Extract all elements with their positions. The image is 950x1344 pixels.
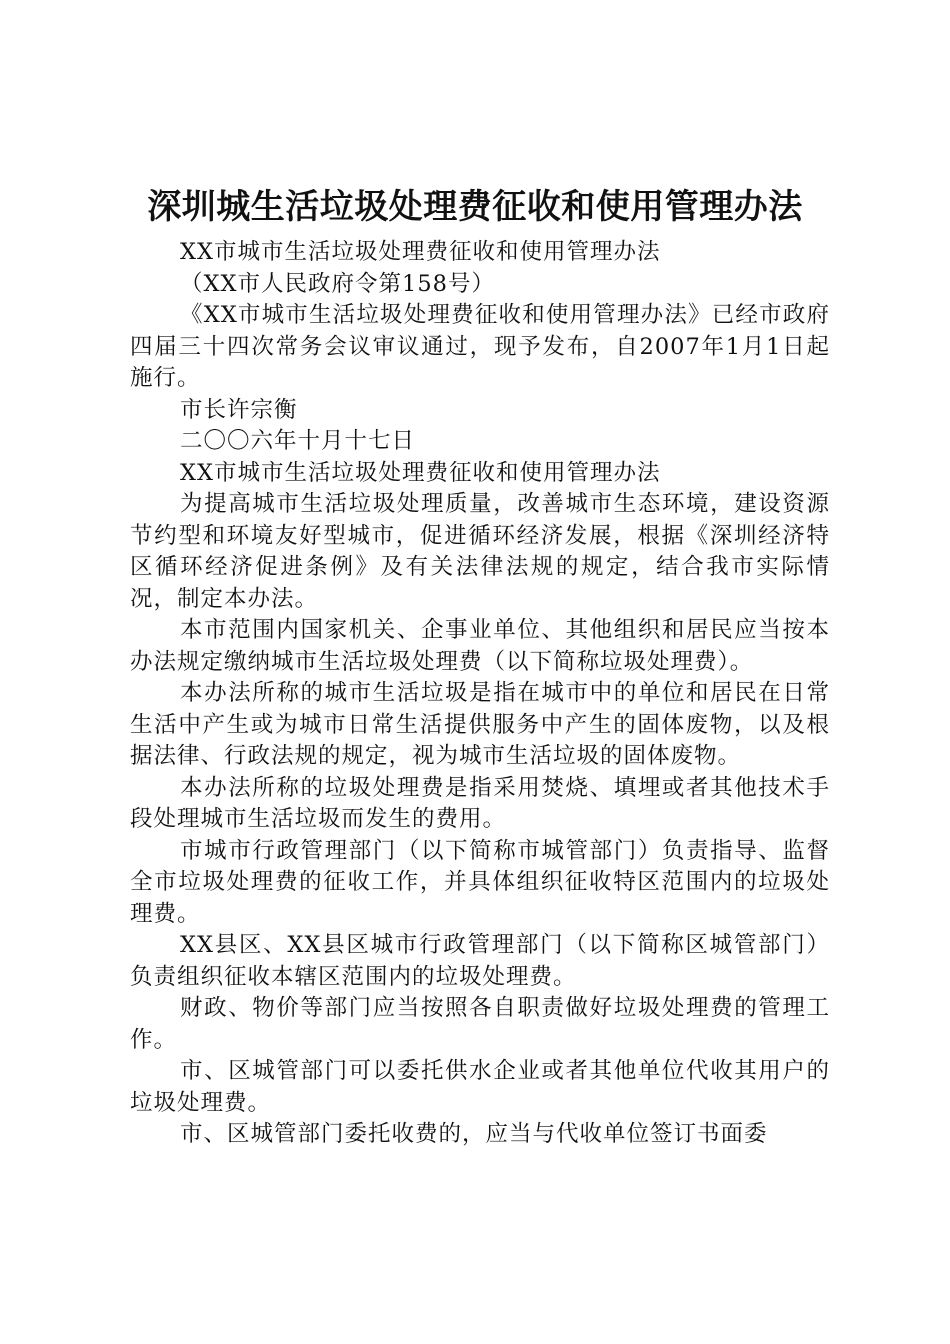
body-paragraph: 市城市行政管理部门（以下简称市城管部门）负责指导、监督全市垃圾处理费的征收工作，并具体组织征收特区范围内的垃圾处理费。 — [130, 837, 830, 927]
body-paragraph: 本办法所称的垃圾处理费是指采用焚烧、填埋或者其他技术手段处理城市生活垃圾而发生的费用。 — [130, 774, 830, 832]
body-paragraph: 本市范围内国家机关、企事业单位、其他组织和居民应当按本办法规定缴纳城市生活垃圾处理费（以下简称垃圾处理费）。 — [130, 617, 830, 675]
body-paragraph: XX县区、XX县区城市行政管理部门（以下简称区城管部门）负责组织征收本辖区范围内的垃圾处理费。 — [130, 932, 830, 990]
body-paragraph: 为提高城市生活垃圾处理质量，改善城市生态环境，建设资源节约型和环境友好型城市，促进循环经济发展，根据《深圳经济特区循环经济促进条例》及有关法律法规的规定，结合我市实际情况，制定本办法。 — [130, 491, 830, 612]
body-paragraph: （XX市人民政府令第158号） — [180, 270, 495, 297]
body-paragraph: 财政、物价等部门应当按照各自职责做好垃圾处理费的管理工作。 — [130, 995, 830, 1053]
body-paragraph: XX市城市生活垃圾处理费征收和使用管理办法 — [180, 459, 661, 486]
body-paragraph: 市长许宗衡 — [180, 396, 298, 423]
body-paragraph: 本办法所称的城市生活垃圾是指在城市中的单位和居民在日常生活中产生或为城市日常生活提供服务中产生的固体废物，以及根据法律、行政法规的规定，视为城市生活垃圾的固体废物。 — [130, 680, 830, 769]
body-paragraph: 《XX市城市生活垃圾处理费征收和使用管理办法》已经市政府四届三十四次常务会议审议通过，现予发布，自2007年1月1日起施行。 — [130, 302, 830, 391]
body-paragraph: 市、区城管部门委托收费的，应当与代收单位签订书面委 — [180, 1121, 768, 1147]
body-paragraph: XX市城市生活垃圾处理费征收和使用管理办法 — [180, 239, 661, 265]
body-paragraph: 市、区城管部门可以委托供水企业或者其他单位代收其用户的垃圾处理费。 — [130, 1058, 830, 1116]
body-paragraph: 二〇〇六年十月十七日 — [180, 428, 416, 454]
document-body — [130, 237, 830, 1151]
document-title: 深圳城生活垃圾处理费征收和使用管理办法 — [147, 187, 803, 227]
